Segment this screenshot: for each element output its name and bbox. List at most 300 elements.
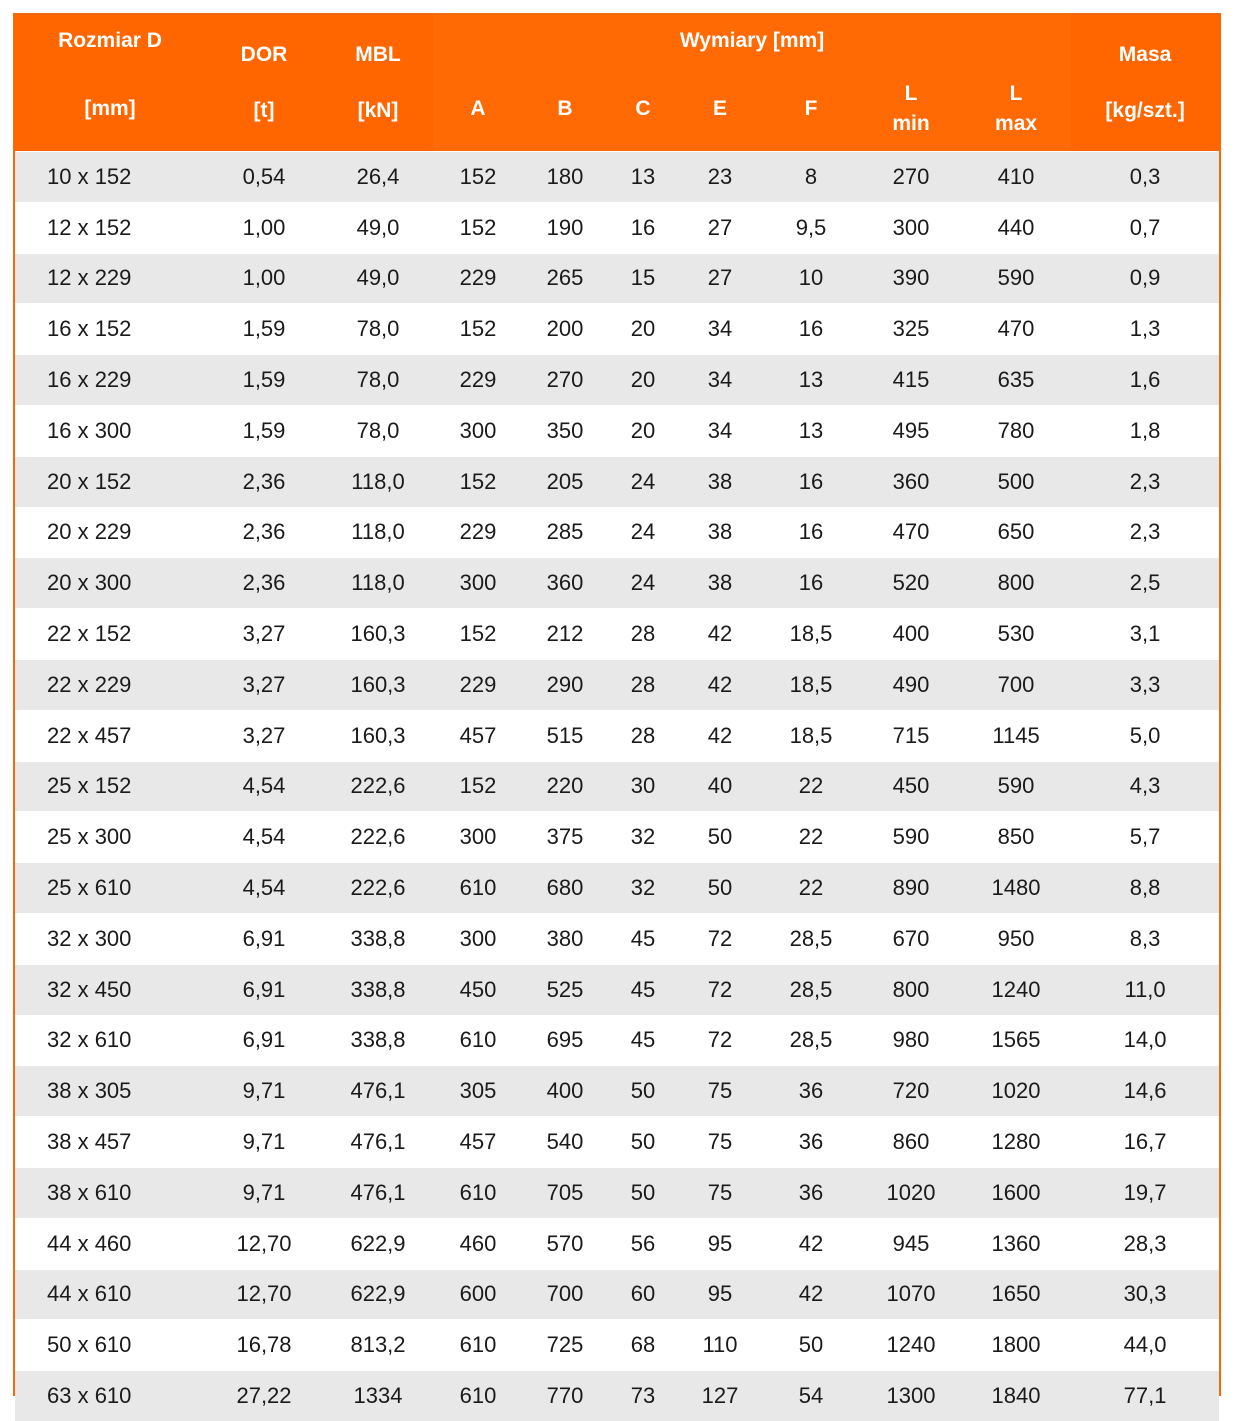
- cell-b: 375: [523, 812, 607, 863]
- cell-b: 525: [523, 964, 607, 1015]
- cell-mbl: 160,3: [323, 609, 433, 660]
- cell-a: 152: [433, 609, 523, 660]
- cell-dor: 3,27: [205, 659, 323, 710]
- cell-b: 540: [523, 1117, 607, 1168]
- cell-c: 30: [607, 761, 679, 812]
- cell-size: 32 x 450: [15, 964, 205, 1015]
- cell-f: 18,5: [761, 710, 861, 761]
- cell-a: 600: [433, 1269, 523, 1320]
- cell-f: 42: [761, 1218, 861, 1269]
- cell-e: 27: [679, 253, 761, 304]
- cell-l-min: 1020: [861, 1167, 961, 1218]
- cell-size: 20 x 300: [15, 558, 205, 609]
- cell-dor: 9,71: [205, 1167, 323, 1218]
- cell-dor: 9,71: [205, 1066, 323, 1117]
- cell-l-min: 390: [861, 253, 961, 304]
- cell-l-min: 800: [861, 964, 961, 1015]
- table-row: [15, 812, 1219, 863]
- header-rozmiar-unit: [mm]: [15, 67, 205, 152]
- cell-c: 20: [607, 304, 679, 355]
- cell-l-max: 950: [961, 913, 1071, 964]
- cell-mbl: 118,0: [323, 456, 433, 507]
- cell-masa: 19,7: [1071, 1167, 1219, 1218]
- cell-size: 16 x 152: [15, 304, 205, 355]
- cell-f: 16: [761, 456, 861, 507]
- cell-size: 25 x 300: [15, 812, 205, 863]
- cell-c: 56: [607, 1218, 679, 1269]
- cell-l-max: 1020: [961, 1066, 1071, 1117]
- cell-f: 22: [761, 812, 861, 863]
- cell-size: 10 x 152: [15, 152, 205, 203]
- header-c: C: [607, 67, 679, 152]
- cell-a: 152: [433, 456, 523, 507]
- table-row: [15, 202, 1219, 253]
- cell-mbl: 160,3: [323, 659, 433, 710]
- cell-size: 50 x 610: [15, 1320, 205, 1371]
- cell-f: 54: [761, 1371, 861, 1421]
- cell-l-min: 520: [861, 558, 961, 609]
- cell-f: 13: [761, 355, 861, 406]
- cell-b: 200: [523, 304, 607, 355]
- table-row: [15, 710, 1219, 761]
- cell-mbl: 476,1: [323, 1167, 433, 1218]
- cell-c: 16: [607, 202, 679, 253]
- cell-l-max: 440: [961, 202, 1071, 253]
- cell-mbl: 78,0: [323, 304, 433, 355]
- cell-b: 700: [523, 1269, 607, 1320]
- table-row: [15, 761, 1219, 812]
- cell-f: 22: [761, 863, 861, 914]
- cell-a: 300: [433, 558, 523, 609]
- cell-l-min: 270: [861, 152, 961, 203]
- cell-c: 32: [607, 812, 679, 863]
- cell-l-min: 1070: [861, 1269, 961, 1320]
- cell-size: 44 x 610: [15, 1269, 205, 1320]
- table-row: [15, 1371, 1219, 1421]
- table-row: [15, 1269, 1219, 1320]
- cell-c: 24: [607, 507, 679, 558]
- cell-size: 32 x 610: [15, 1015, 205, 1066]
- cell-l-max: 590: [961, 253, 1071, 304]
- table-row: [15, 1117, 1219, 1168]
- cell-masa: 4,3: [1071, 761, 1219, 812]
- cell-dor: 6,91: [205, 913, 323, 964]
- table-row: [15, 507, 1219, 558]
- cell-a: 450: [433, 964, 523, 1015]
- cell-c: 68: [607, 1320, 679, 1371]
- cell-masa: 0,7: [1071, 202, 1219, 253]
- cell-c: 24: [607, 558, 679, 609]
- cell-l-min: 300: [861, 202, 961, 253]
- cell-f: 18,5: [761, 609, 861, 660]
- cell-b: 270: [523, 355, 607, 406]
- cell-c: 15: [607, 253, 679, 304]
- table-row: [15, 456, 1219, 507]
- cell-masa: 1,8: [1071, 405, 1219, 456]
- cell-mbl: 622,9: [323, 1218, 433, 1269]
- cell-size: 32 x 300: [15, 913, 205, 964]
- cell-l-max: 635: [961, 355, 1071, 406]
- cell-l-min: 890: [861, 863, 961, 914]
- cell-a: 460: [433, 1218, 523, 1269]
- cell-a: 300: [433, 405, 523, 456]
- cell-c: 50: [607, 1066, 679, 1117]
- cell-a: 457: [433, 710, 523, 761]
- cell-l-max: 530: [961, 609, 1071, 660]
- cell-l-max: 850: [961, 812, 1071, 863]
- cell-b: 515: [523, 710, 607, 761]
- cell-masa: 8,3: [1071, 913, 1219, 964]
- table-row: [15, 1218, 1219, 1269]
- cell-c: 45: [607, 964, 679, 1015]
- cell-e: 75: [679, 1167, 761, 1218]
- cell-masa: 0,3: [1071, 152, 1219, 203]
- cell-b: 290: [523, 659, 607, 710]
- cell-l-max: 1600: [961, 1167, 1071, 1218]
- spec-table-frame: [13, 13, 1221, 1409]
- cell-l-min: 325: [861, 304, 961, 355]
- cell-f: 8: [761, 152, 861, 203]
- cell-mbl: 1334: [323, 1371, 433, 1421]
- cell-f: 9,5: [761, 202, 861, 253]
- cell-l-max: 590: [961, 761, 1071, 812]
- cell-mbl: 78,0: [323, 355, 433, 406]
- cell-size: 38 x 305: [15, 1066, 205, 1117]
- cell-f: 16: [761, 507, 861, 558]
- cell-l-max: 700: [961, 659, 1071, 710]
- header-l-max: L max: [961, 67, 1071, 152]
- cell-b: 725: [523, 1320, 607, 1371]
- cell-a: 610: [433, 1015, 523, 1066]
- table-row: [15, 1066, 1219, 1117]
- cell-masa: 2,5: [1071, 558, 1219, 609]
- cell-e: 72: [679, 1015, 761, 1066]
- cell-mbl: 49,0: [323, 202, 433, 253]
- cell-l-min: 360: [861, 456, 961, 507]
- cell-dor: 4,54: [205, 761, 323, 812]
- cell-e: 27: [679, 202, 761, 253]
- cell-a: 457: [433, 1117, 523, 1168]
- cell-l-min: 495: [861, 405, 961, 456]
- cell-mbl: 476,1: [323, 1117, 433, 1168]
- cell-l-min: 1240: [861, 1320, 961, 1371]
- cell-dor: 0,54: [205, 152, 323, 203]
- cell-c: 50: [607, 1117, 679, 1168]
- cell-a: 229: [433, 507, 523, 558]
- cell-dor: 6,91: [205, 1015, 323, 1066]
- cell-dor: 4,54: [205, 812, 323, 863]
- cell-l-min: 945: [861, 1218, 961, 1269]
- header-dor: DOR [t]: [205, 15, 323, 152]
- cell-size: 16 x 229: [15, 355, 205, 406]
- cell-size: 12 x 229: [15, 253, 205, 304]
- cell-f: 10: [761, 253, 861, 304]
- cell-f: 16: [761, 558, 861, 609]
- header-a: A: [433, 67, 523, 152]
- cell-masa: 5,0: [1071, 710, 1219, 761]
- cell-mbl: 338,8: [323, 1015, 433, 1066]
- cell-masa: 14,6: [1071, 1066, 1219, 1117]
- cell-a: 610: [433, 1320, 523, 1371]
- cell-l-min: 590: [861, 812, 961, 863]
- cell-f: 28,5: [761, 964, 861, 1015]
- cell-l-max: 1840: [961, 1371, 1071, 1421]
- cell-size: 12 x 152: [15, 202, 205, 253]
- cell-a: 152: [433, 202, 523, 253]
- cell-c: 50: [607, 1167, 679, 1218]
- cell-l-min: 980: [861, 1015, 961, 1066]
- cell-l-max: 1280: [961, 1117, 1071, 1168]
- header-b: B: [523, 67, 607, 152]
- cell-masa: 8,8: [1071, 863, 1219, 914]
- table-body: [15, 152, 1219, 1421]
- cell-f: 36: [761, 1117, 861, 1168]
- table-row: [15, 1015, 1219, 1066]
- header-l-min: L min: [861, 67, 961, 152]
- cell-dor: 2,36: [205, 558, 323, 609]
- table-row: [15, 863, 1219, 914]
- cell-mbl: 813,2: [323, 1320, 433, 1371]
- cell-l-max: 1145: [961, 710, 1071, 761]
- cell-c: 13: [607, 152, 679, 203]
- cell-l-min: 670: [861, 913, 961, 964]
- cell-a: 610: [433, 863, 523, 914]
- cell-l-max: 470: [961, 304, 1071, 355]
- cell-e: 38: [679, 456, 761, 507]
- cell-l-max: 500: [961, 456, 1071, 507]
- cell-l-max: 1360: [961, 1218, 1071, 1269]
- cell-masa: 5,7: [1071, 812, 1219, 863]
- cell-dor: 4,54: [205, 863, 323, 914]
- cell-e: 40: [679, 761, 761, 812]
- table-row: [15, 609, 1219, 660]
- cell-a: 152: [433, 761, 523, 812]
- cell-dor: 1,00: [205, 202, 323, 253]
- cell-dor: 1,59: [205, 405, 323, 456]
- cell-mbl: 78,0: [323, 405, 433, 456]
- cell-b: 695: [523, 1015, 607, 1066]
- cell-c: 32: [607, 863, 679, 914]
- cell-masa: 2,3: [1071, 456, 1219, 507]
- cell-dor: 2,36: [205, 456, 323, 507]
- cell-dor: 12,70: [205, 1218, 323, 1269]
- cell-mbl: 222,6: [323, 863, 433, 914]
- cell-l-max: 800: [961, 558, 1071, 609]
- cell-dor: 1,59: [205, 304, 323, 355]
- spec-table: [15, 15, 1219, 1421]
- cell-e: 42: [679, 710, 761, 761]
- table-row: [15, 1167, 1219, 1218]
- cell-masa: 44,0: [1071, 1320, 1219, 1371]
- cell-dor: 2,36: [205, 507, 323, 558]
- cell-masa: 1,6: [1071, 355, 1219, 406]
- cell-b: 212: [523, 609, 607, 660]
- cell-c: 20: [607, 405, 679, 456]
- header-wymiary: Wymiary [mm]: [433, 15, 1071, 67]
- cell-l-min: 1300: [861, 1371, 961, 1421]
- cell-f: 18,5: [761, 659, 861, 710]
- cell-l-min: 400: [861, 609, 961, 660]
- cell-b: 705: [523, 1167, 607, 1218]
- cell-a: 229: [433, 253, 523, 304]
- cell-masa: 3,1: [1071, 609, 1219, 660]
- cell-e: 42: [679, 659, 761, 710]
- cell-f: 13: [761, 405, 861, 456]
- cell-e: 42: [679, 609, 761, 660]
- cell-dor: 16,78: [205, 1320, 323, 1371]
- cell-c: 28: [607, 609, 679, 660]
- cell-e: 72: [679, 913, 761, 964]
- cell-l-max: 410: [961, 152, 1071, 203]
- cell-b: 180: [523, 152, 607, 203]
- cell-f: 16: [761, 304, 861, 355]
- header-f: F: [761, 67, 861, 152]
- cell-c: 20: [607, 355, 679, 406]
- cell-dor: 1,00: [205, 253, 323, 304]
- header-mbl: MBL [kN]: [323, 15, 433, 152]
- cell-mbl: 26,4: [323, 152, 433, 203]
- cell-l-max: 780: [961, 405, 1071, 456]
- cell-e: 50: [679, 812, 761, 863]
- cell-l-min: 490: [861, 659, 961, 710]
- cell-size: 63 x 610: [15, 1371, 205, 1421]
- cell-size: 20 x 229: [15, 507, 205, 558]
- cell-l-max: 650: [961, 507, 1071, 558]
- cell-masa: 11,0: [1071, 964, 1219, 1015]
- cell-c: 28: [607, 710, 679, 761]
- table-row: [15, 659, 1219, 710]
- table-row: [15, 304, 1219, 355]
- cell-dor: 1,59: [205, 355, 323, 406]
- cell-c: 45: [607, 1015, 679, 1066]
- cell-mbl: 49,0: [323, 253, 433, 304]
- cell-b: 220: [523, 761, 607, 812]
- cell-e: 38: [679, 558, 761, 609]
- table-row: [15, 152, 1219, 203]
- cell-size: 16 x 300: [15, 405, 205, 456]
- cell-size: 38 x 610: [15, 1167, 205, 1218]
- cell-l-max: 1565: [961, 1015, 1071, 1066]
- cell-e: 34: [679, 304, 761, 355]
- cell-mbl: 222,6: [323, 812, 433, 863]
- cell-e: 75: [679, 1066, 761, 1117]
- cell-masa: 16,7: [1071, 1117, 1219, 1168]
- cell-b: 770: [523, 1371, 607, 1421]
- cell-f: 36: [761, 1167, 861, 1218]
- cell-c: 60: [607, 1269, 679, 1320]
- cell-c: 73: [607, 1371, 679, 1421]
- cell-size: 22 x 152: [15, 609, 205, 660]
- cell-a: 305: [433, 1066, 523, 1117]
- cell-f: 28,5: [761, 913, 861, 964]
- cell-mbl: 222,6: [323, 761, 433, 812]
- table-row: [15, 913, 1219, 964]
- cell-a: 152: [433, 152, 523, 203]
- cell-dor: 9,71: [205, 1117, 323, 1168]
- cell-mbl: 622,9: [323, 1269, 433, 1320]
- header-rozmiar: Rozmiar D: [15, 15, 205, 67]
- cell-b: 570: [523, 1218, 607, 1269]
- header-masa: Masa [kg/szt.]: [1071, 15, 1219, 152]
- cell-size: 25 x 152: [15, 761, 205, 812]
- cell-size: 22 x 457: [15, 710, 205, 761]
- cell-e: 72: [679, 964, 761, 1015]
- cell-mbl: 118,0: [323, 558, 433, 609]
- cell-l-max: 1650: [961, 1269, 1071, 1320]
- cell-b: 680: [523, 863, 607, 914]
- cell-f: 28,5: [761, 1015, 861, 1066]
- table-header: [15, 15, 1219, 152]
- cell-b: 350: [523, 405, 607, 456]
- cell-mbl: 338,8: [323, 964, 433, 1015]
- table-row: [15, 253, 1219, 304]
- cell-l-max: 1800: [961, 1320, 1071, 1371]
- cell-masa: 3,3: [1071, 659, 1219, 710]
- header-e: E: [679, 67, 761, 152]
- cell-dor: 3,27: [205, 609, 323, 660]
- cell-masa: 30,3: [1071, 1269, 1219, 1320]
- cell-e: 110: [679, 1320, 761, 1371]
- cell-size: 38 x 457: [15, 1117, 205, 1168]
- cell-c: 28: [607, 659, 679, 710]
- cell-b: 265: [523, 253, 607, 304]
- cell-f: 22: [761, 761, 861, 812]
- cell-a: 610: [433, 1167, 523, 1218]
- cell-l-max: 1240: [961, 964, 1071, 1015]
- cell-a: 300: [433, 812, 523, 863]
- cell-masa: 2,3: [1071, 507, 1219, 558]
- cell-f: 42: [761, 1269, 861, 1320]
- table-row: [15, 558, 1219, 609]
- cell-e: 75: [679, 1117, 761, 1168]
- cell-l-min: 415: [861, 355, 961, 406]
- cell-dor: 12,70: [205, 1269, 323, 1320]
- table-row: [15, 405, 1219, 456]
- cell-masa: 28,3: [1071, 1218, 1219, 1269]
- cell-f: 36: [761, 1066, 861, 1117]
- cell-masa: 0,9: [1071, 253, 1219, 304]
- cell-e: 95: [679, 1269, 761, 1320]
- cell-c: 24: [607, 456, 679, 507]
- cell-l-min: 715: [861, 710, 961, 761]
- cell-dor: 3,27: [205, 710, 323, 761]
- cell-a: 229: [433, 659, 523, 710]
- cell-size: 44 x 460: [15, 1218, 205, 1269]
- cell-dor: 27,22: [205, 1371, 323, 1421]
- cell-masa: 14,0: [1071, 1015, 1219, 1066]
- cell-mbl: 338,8: [323, 913, 433, 964]
- cell-l-min: 720: [861, 1066, 961, 1117]
- cell-dor: 6,91: [205, 964, 323, 1015]
- cell-c: 45: [607, 913, 679, 964]
- cell-l-min: 450: [861, 761, 961, 812]
- cell-e: 50: [679, 863, 761, 914]
- cell-a: 300: [433, 913, 523, 964]
- cell-size: 20 x 152: [15, 456, 205, 507]
- cell-l-min: 860: [861, 1117, 961, 1168]
- cell-b: 285: [523, 507, 607, 558]
- cell-b: 400: [523, 1066, 607, 1117]
- cell-a: 229: [433, 355, 523, 406]
- cell-mbl: 160,3: [323, 710, 433, 761]
- cell-e: 127: [679, 1371, 761, 1421]
- cell-b: 190: [523, 202, 607, 253]
- cell-mbl: 476,1: [323, 1066, 433, 1117]
- cell-masa: 77,1: [1071, 1371, 1219, 1421]
- cell-b: 205: [523, 456, 607, 507]
- cell-e: 34: [679, 355, 761, 406]
- cell-b: 360: [523, 558, 607, 609]
